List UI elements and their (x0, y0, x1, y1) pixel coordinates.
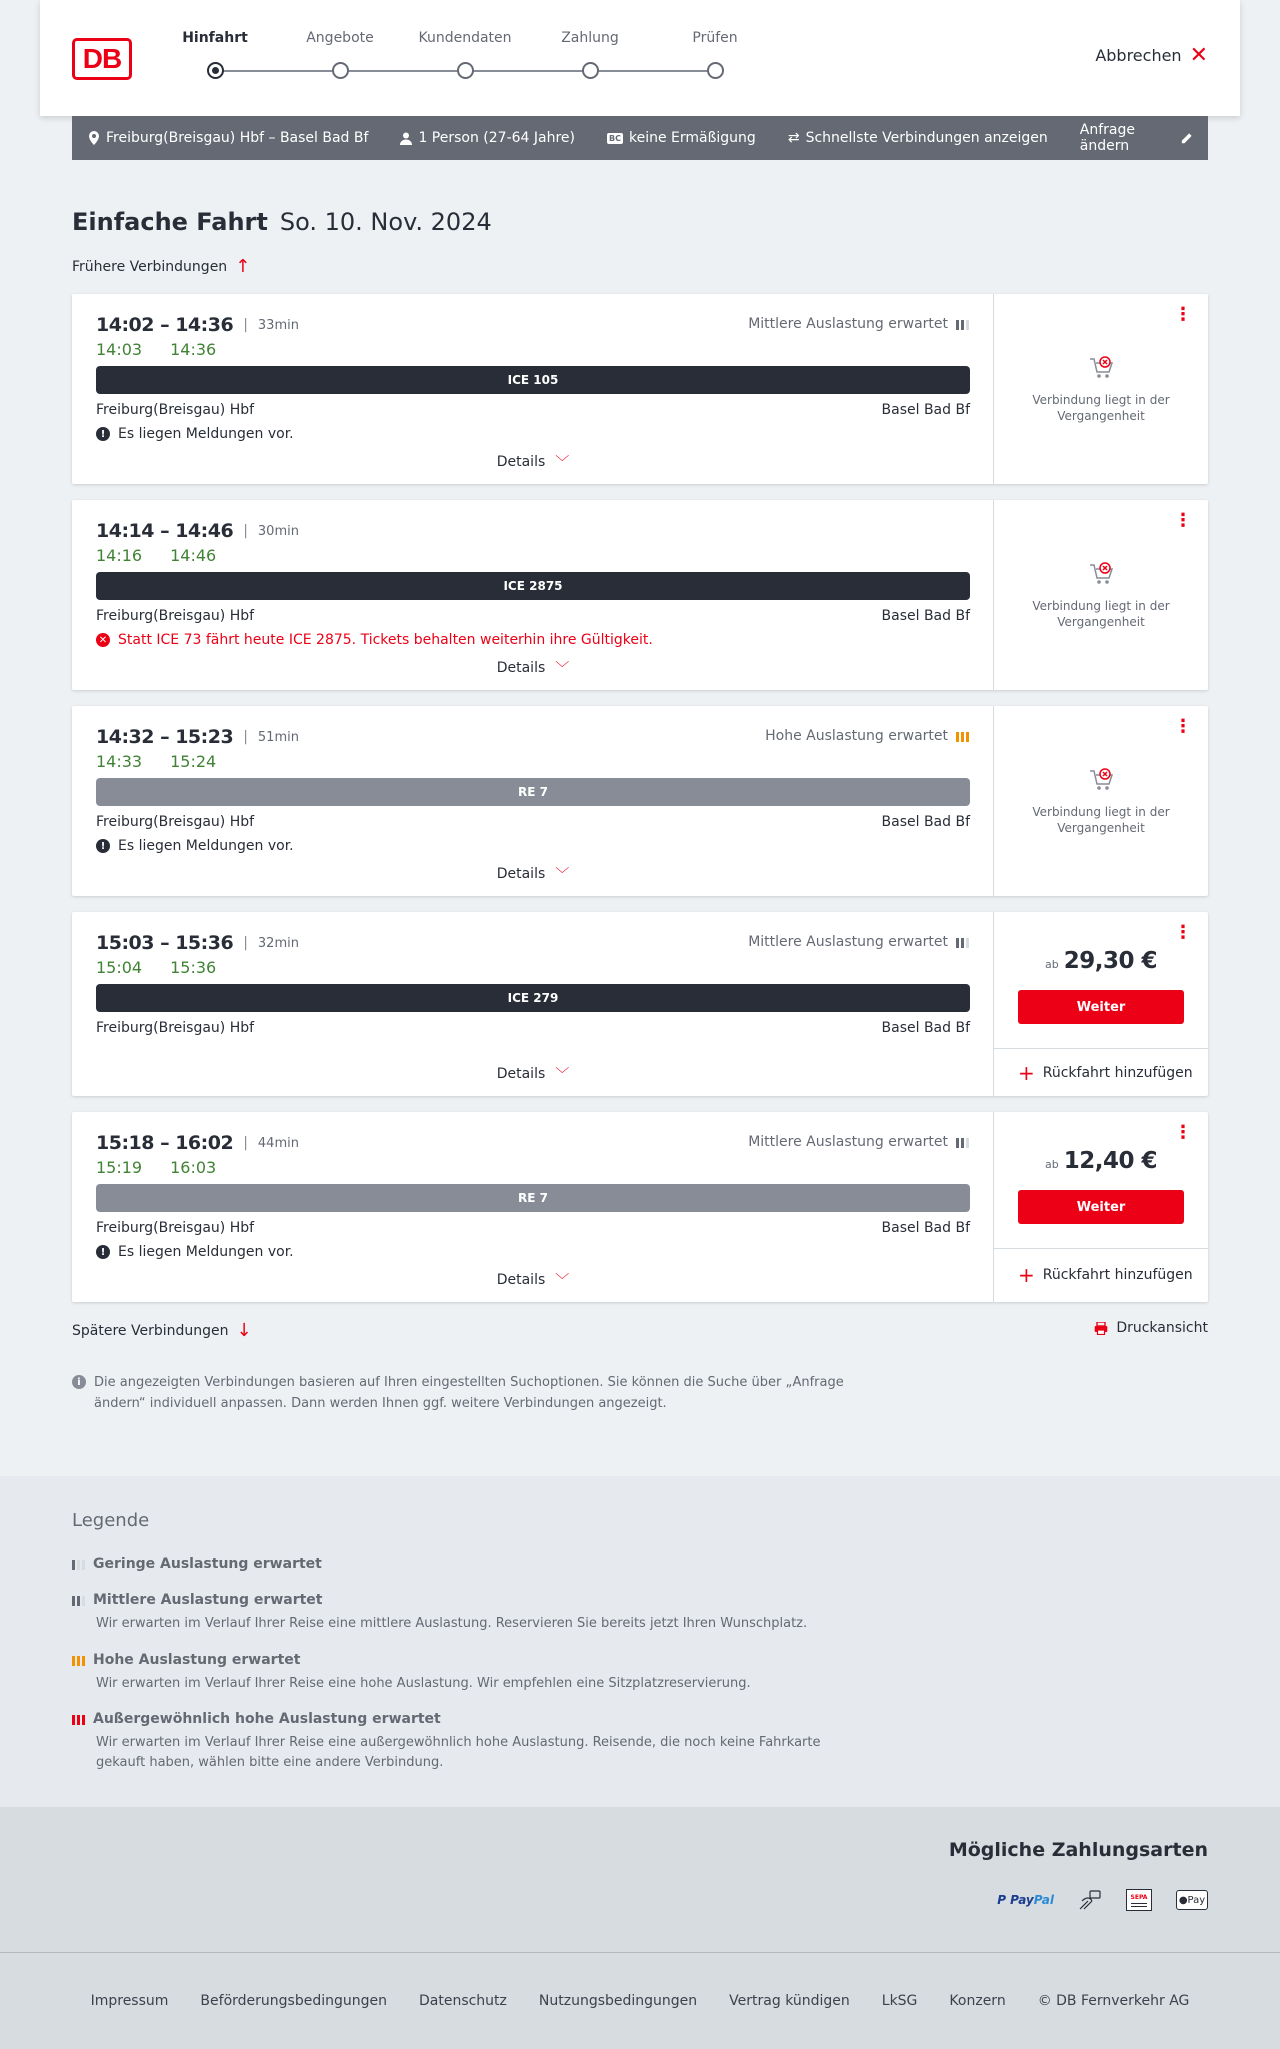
trip-type: Einfache Fahrt (72, 208, 268, 236)
legend-desc: Wir erwarten im Verlauf Ihrer Reise eine außergewöhnlich hohe Auslastung. Reisende, die noch keine Fahrkarte gekauft haben, wählen bitte eine andere Verbindung. (96, 1735, 821, 1770)
price-from-label: ab (1044, 1158, 1059, 1171)
legend-item-very-high (72, 1711, 872, 1773)
more-options-icon[interactable]: ⋮ (1174, 922, 1192, 943)
notice-message (96, 426, 294, 442)
details-toggle[interactable] (72, 658, 994, 678)
legend-item-low (72, 1556, 872, 1572)
destination-station: Basel Bad Bf (881, 608, 970, 624)
connection-main[interactable] (72, 912, 994, 1096)
footer-link-befoerderungsbedingungen[interactable]: Beförderungsbedingungen (200, 1993, 387, 2009)
plus-icon: + (1018, 1060, 1035, 1085)
continue-button[interactable]: Weiter (1018, 1190, 1184, 1224)
connection-main[interactable] (72, 500, 994, 690)
step-label: Prüfen (692, 30, 738, 46)
footer-link-nutzungsbedingungen[interactable]: Nutzungsbedingungen (538, 1993, 698, 2009)
later-connections-link[interactable] (72, 1320, 252, 1341)
occupancy-indicator (748, 1134, 969, 1150)
stations (96, 1220, 970, 1236)
occupancy-text: Mittlere Auslastung erwartet (748, 316, 948, 332)
past-text-line2: Vergangenheit (1057, 821, 1145, 835)
past-text-line1: Verbindung liegt in der (1032, 599, 1170, 613)
train-bar[interactable]: RE 7 (96, 778, 970, 806)
legend-head-text: Hohe Auslastung erwartet (93, 1652, 301, 1668)
paypal-pal-text: Pal (1033, 1893, 1054, 1907)
chevron-down-icon: ﹀ (555, 1067, 570, 1083)
payment-methods-section (0, 1807, 1280, 1953)
progress-header (40, 0, 1240, 116)
paypal-icon: P Pay Pal (997, 1893, 1054, 1907)
contactless-card-icon (1078, 1889, 1102, 1911)
details-toggle[interactable] (72, 1270, 994, 1290)
connection-times (96, 520, 299, 542)
earlier-label: Frühere Verbindungen (72, 258, 228, 275)
cart-unavailable-icon (1087, 560, 1115, 588)
occupancy-high-icon (72, 1654, 85, 1666)
stations (96, 402, 970, 418)
details-label: Details (496, 660, 546, 676)
details-label: Details (496, 1272, 546, 1288)
destination-station: Basel Bad Bf (881, 814, 970, 830)
price-value: 12,40 € (1063, 1148, 1158, 1174)
exclamation-icon: ! (96, 427, 110, 441)
search-summary-bar (72, 116, 1208, 160)
footer-link-vertrag-kuendigen[interactable]: Vertrag kündigen (729, 1993, 850, 2009)
past-text-line1: Verbindung liegt in der (1032, 393, 1170, 407)
legend-head (72, 1592, 872, 1608)
add-return-label: Rückfahrt hinzufügen (1042, 1266, 1193, 1283)
offer-panel (994, 294, 1208, 484)
occupancy-high-icon (956, 730, 969, 742)
db-logo[interactable]: DB (72, 38, 132, 80)
passenger-text: 1 Person (27-64 Jahre) (418, 130, 575, 146)
details-label: Details (496, 866, 546, 882)
cancel-label: Abbrechen (1095, 46, 1182, 65)
earlier-connections-link[interactable] (72, 256, 250, 277)
occupancy-indicator (748, 316, 969, 332)
realtime-times (96, 546, 216, 565)
step-label: Kundendaten (418, 30, 512, 46)
notice-text: Es liegen Meldungen vor. (118, 426, 294, 442)
details-toggle[interactable] (72, 1064, 994, 1084)
realtime-arrival: 14:36 (170, 340, 217, 359)
connection-times (96, 726, 299, 748)
realtime-arrival: 15:24 (170, 752, 217, 771)
train-bar[interactable]: RE 7 (96, 1184, 970, 1212)
offer-panel (994, 1112, 1208, 1302)
occupancy-text: Mittlere Auslastung erwartet (748, 934, 948, 950)
chevron-down-icon: ﹀ (555, 1273, 570, 1289)
cart-unavailable-icon (1087, 354, 1115, 382)
planned-times: 15:18 – 16:02 (96, 1132, 234, 1154)
realtime-departure: 14:03 (96, 340, 143, 359)
connection-card (72, 1112, 1208, 1302)
realtime-times (96, 752, 216, 771)
plus-icon: + (1018, 1262, 1035, 1287)
legend-title: Legende (72, 1510, 150, 1531)
disruption-message (96, 632, 653, 648)
swap-arrows-icon: ⇄ (787, 130, 800, 146)
add-return-trip-button[interactable] (994, 1248, 1208, 1300)
footer (0, 1953, 1280, 2049)
details-toggle[interactable] (72, 452, 994, 472)
add-return-trip-button[interactable] (994, 1048, 1208, 1096)
separator: | (243, 317, 248, 333)
separator: | (243, 729, 248, 745)
legend-head-text: Mittlere Auslastung erwartet (93, 1592, 323, 1608)
apple-logo-icon: ● (1178, 1894, 1188, 1906)
info-icon: i (72, 1375, 86, 1389)
step-dot-icon (582, 62, 599, 79)
arrow-down-icon: ↓ (236, 1320, 252, 1341)
separator: | (243, 1135, 248, 1151)
notice-message (96, 838, 294, 854)
more-options-icon[interactable]: ⋮ (1174, 716, 1192, 737)
connection-main[interactable] (72, 1112, 994, 1302)
realtime-arrival: 15:36 (170, 958, 217, 977)
step-dot-icon (457, 62, 474, 79)
occupancy-text: Mittlere Auslastung erwartet (748, 1134, 948, 1150)
chevron-down-icon: ﹀ (555, 661, 570, 677)
step-dot-icon (332, 62, 349, 79)
notice-message (96, 1244, 294, 1260)
connection-times (96, 314, 299, 336)
step-pruefen (660, 30, 770, 50)
fastest-text: Schnellste Verbindungen anzeigen (805, 130, 1048, 146)
legend-head-text: Geringe Auslastung erwartet (93, 1556, 322, 1572)
route-text: Freiburg(Breisgau) Hbf – Basel Bad Bf (106, 130, 369, 146)
realtime-times (96, 1158, 216, 1177)
exclamation-icon: ! (96, 1245, 110, 1259)
legend-item-high (72, 1652, 872, 1694)
connection-card (72, 500, 1208, 690)
footer-link-impressum[interactable]: Impressum (90, 1993, 169, 2009)
footer-link-konzern[interactable]: Konzern (949, 1993, 1006, 2009)
legend-section (0, 1476, 1280, 1807)
edit-request-label: Anfrage ändern (1079, 122, 1135, 154)
occupancy-indicator (765, 728, 969, 744)
exclamation-icon: ! (96, 839, 110, 853)
past-connection-notice (994, 766, 1208, 836)
legend-head (72, 1556, 872, 1572)
origin-station: Freiburg(Breisgau) Hbf (96, 1020, 255, 1036)
realtime-departure: 14:16 (96, 546, 143, 565)
train-bar[interactable]: ICE 105 (96, 366, 970, 394)
trip-date: So. 10. Nov. 2024 (279, 208, 492, 236)
train-bar[interactable]: ICE 2875 (96, 572, 970, 600)
legend-head-text: Außergewöhnlich hohe Auslastung erwartet (93, 1711, 441, 1727)
occupancy-medium-icon (956, 1136, 969, 1148)
notice-text: Es liegen Meldungen vor. (118, 838, 294, 854)
connection-main[interactable] (72, 294, 994, 484)
chevron-down-icon: ﹀ (555, 867, 570, 883)
duration: 30min (257, 523, 299, 539)
price (994, 1148, 1208, 1174)
print-label: Druckansicht (1116, 1320, 1208, 1336)
step-hinfahrt (160, 30, 270, 50)
continue-button[interactable]: Weiter (1018, 990, 1184, 1024)
price-value: 29,30 € (1063, 948, 1158, 974)
more-options-icon[interactable]: ⋮ (1174, 510, 1192, 531)
step-dot-icon (707, 62, 724, 79)
step-label: Zahlung (561, 30, 619, 46)
disruption-text: Statt ICE 73 fährt heute ICE 2875. Tickets behalten weiterhin ihre Gültigkeit. (118, 632, 653, 648)
legend-desc: Wir erwarten im Verlauf Ihrer Reise eine hohe Auslastung. Wir empfehlen eine Sitzplatzreservierung. (96, 1676, 751, 1691)
page-title (72, 208, 492, 236)
destination-station: Basel Bad Bf (881, 1020, 970, 1036)
paypal-pay-text: Pay (1010, 1893, 1034, 1907)
legend-item-medium (72, 1592, 872, 1634)
occupancy-indicator (748, 934, 969, 950)
realtime-arrival: 16:03 (170, 1158, 217, 1177)
payment-icons (997, 1889, 1208, 1911)
step-angebote (285, 30, 395, 50)
later-label: Spätere Verbindungen (72, 1322, 229, 1339)
cancel-button[interactable] (1095, 42, 1208, 68)
duration: 33min (257, 317, 299, 333)
separator: | (243, 935, 248, 951)
offer-panel (994, 706, 1208, 896)
planned-times: 14:14 – 14:46 (96, 520, 234, 542)
connection-times (96, 932, 299, 954)
discount-summary (607, 130, 756, 146)
details-toggle[interactable] (72, 864, 994, 884)
step-active-dot-icon (207, 62, 224, 79)
planned-times: 14:02 – 14:36 (96, 314, 234, 336)
planned-times: 14:32 – 15:23 (96, 726, 234, 748)
past-connection-notice (994, 560, 1208, 630)
info-text: Die angezeigten Verbindungen basieren auf Ihren eingestellten Suchoptionen. Sie können die Suche über „Anfrage ändern“ individuell anpassen. Dann werden Ihnen ggf. weitere Verbindungen angezeigt. (94, 1375, 844, 1411)
offer-panel (994, 500, 1208, 690)
realtime-arrival: 14:46 (170, 546, 217, 565)
realtime-departure: 15:04 (96, 958, 143, 977)
more-options-icon[interactable]: ⋮ (1174, 1122, 1192, 1143)
sepa-text: SEPA (1130, 1893, 1148, 1901)
destination-station: Basel Bad Bf (881, 402, 970, 418)
connection-card (72, 706, 1208, 896)
realtime-times (96, 958, 216, 977)
details-label: Details (496, 454, 546, 470)
bahncard-icon: BC (609, 133, 621, 143)
step-label: Angebote (306, 30, 374, 46)
step-zahlung (535, 30, 645, 50)
close-icon: ✕ (1189, 42, 1208, 68)
origin-station: Freiburg(Breisgau) Hbf (96, 814, 255, 830)
connection-times (96, 1132, 299, 1154)
occupancy-medium-icon (956, 936, 969, 948)
past-connection-notice (994, 354, 1208, 424)
fastest-summary (788, 130, 1048, 146)
search-info-note (72, 1372, 852, 1414)
pencil-icon (1181, 132, 1192, 145)
print-view-link[interactable] (1094, 1320, 1208, 1336)
legend-desc: Wir erwarten im Verlauf Ihrer Reise eine mittlere Auslastung. Reservieren Sie bereits jetzt Ihren Wunschplatz. (96, 1616, 808, 1631)
stations (96, 814, 970, 830)
origin-station: Freiburg(Breisgau) Hbf (96, 1220, 255, 1236)
step-label: Hinfahrt (182, 30, 248, 46)
legend-head (72, 1652, 872, 1668)
planned-times: 15:03 – 15:36 (96, 932, 234, 954)
footer-link-lksg[interactable]: LkSG (881, 1993, 918, 2009)
step-kundendaten (410, 30, 520, 50)
stations (96, 1020, 970, 1036)
add-return-label: Rückfahrt hinzufügen (1042, 1064, 1193, 1081)
origin-station: Freiburg(Breisgau) Hbf (96, 608, 255, 624)
duration: 44min (257, 1135, 299, 1151)
cart-unavailable-icon (1087, 766, 1115, 794)
price-from-label: ab (1044, 958, 1059, 971)
stations (96, 608, 970, 624)
person-icon (400, 132, 412, 145)
destination-station: Basel Bad Bf (881, 1220, 970, 1236)
notice-text: Es liegen Meldungen vor. (118, 1244, 294, 1260)
price (994, 948, 1208, 974)
separator: | (243, 523, 248, 539)
sepa-icon (1126, 1889, 1152, 1911)
realtime-departure: 14:33 (96, 752, 143, 771)
train-bar[interactable]: ICE 279 (96, 984, 970, 1012)
occupancy-medium-icon (956, 318, 969, 330)
booking-stepper (160, 30, 738, 90)
origin-station: Freiburg(Breisgau) Hbf (96, 402, 255, 418)
more-options-icon[interactable]: ⋮ (1174, 304, 1192, 325)
occupancy-medium-icon (72, 1594, 85, 1606)
edit-request-button[interactable] (1080, 122, 1192, 154)
past-text-line2: Vergangenheit (1057, 615, 1145, 629)
connection-card (72, 912, 1208, 1096)
past-text-line1: Verbindung liegt in der (1032, 805, 1170, 819)
arrow-up-icon: ↑ (235, 256, 251, 277)
occupancy-very-high-icon (72, 1713, 85, 1725)
route-summary (88, 130, 368, 146)
apple-pay-icon (1176, 1890, 1208, 1910)
offer-panel (994, 912, 1208, 1096)
duration: 51min (257, 729, 299, 745)
footer-link-datenschutz[interactable]: Datenschutz (418, 1993, 507, 2009)
connection-card (72, 294, 1208, 484)
apple-pay-text: Pay (1187, 1894, 1206, 1906)
discount-text: keine Ermäßigung (628, 130, 756, 146)
realtime-times (96, 340, 216, 359)
occupancy-text: Hohe Auslastung erwartet (765, 728, 948, 744)
past-text-line2: Vergangenheit (1057, 409, 1145, 423)
chevron-down-icon: ﹀ (555, 455, 570, 471)
copyright: © DB Fernverkehr AG (1037, 1993, 1190, 2009)
location-pin-icon (88, 131, 100, 145)
realtime-departure: 15:19 (96, 1158, 143, 1177)
error-x-icon: ✕ (96, 633, 110, 647)
occupancy-low-icon (72, 1558, 85, 1570)
connection-main[interactable] (72, 706, 994, 896)
legend-head (72, 1711, 872, 1727)
printer-icon (1094, 1322, 1108, 1335)
duration: 32min (257, 935, 299, 951)
payment-title: Mögliche Zahlungsarten (948, 1839, 1208, 1861)
passenger-summary (400, 130, 575, 146)
details-label: Details (496, 1066, 546, 1082)
